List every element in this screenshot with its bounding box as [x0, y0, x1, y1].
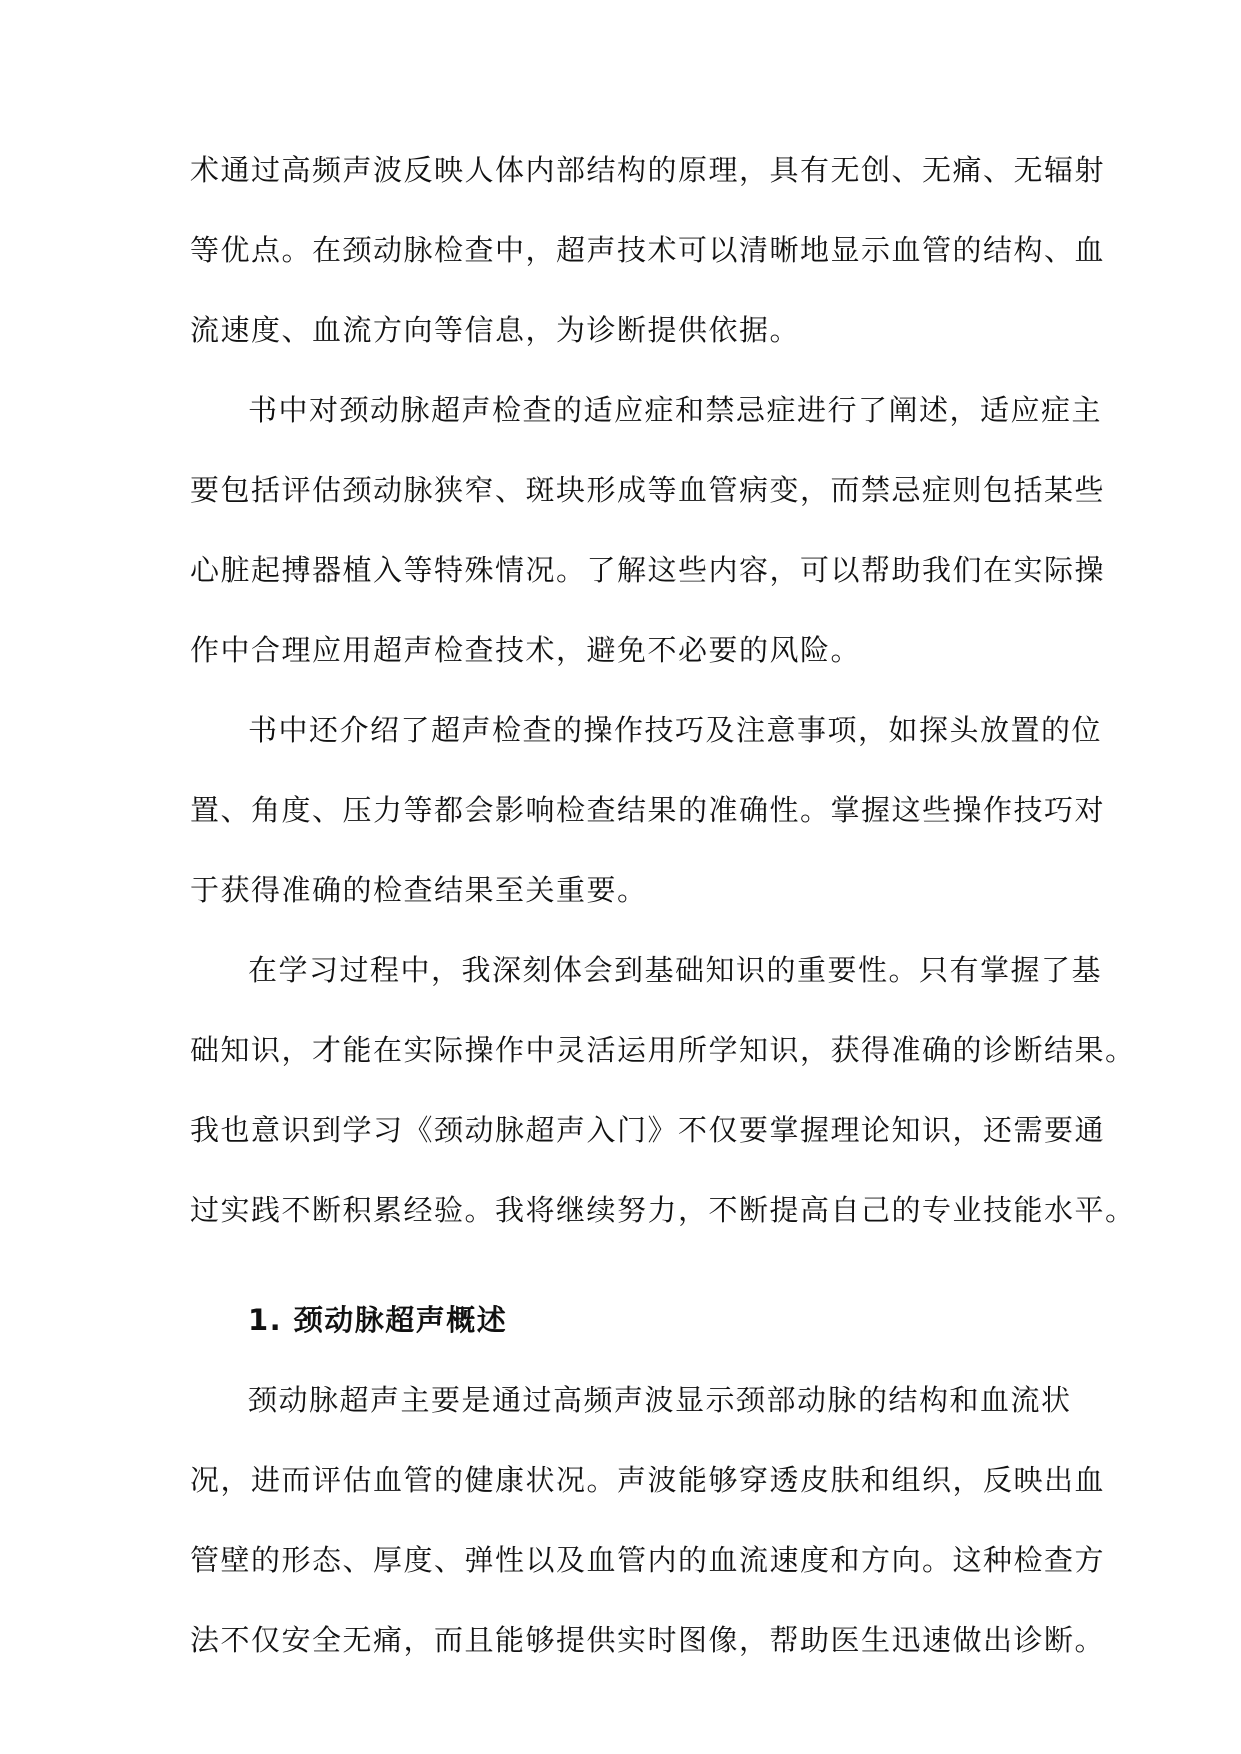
paragraph-line: 书中还介绍了超声检查的操作技巧及注意事项，如探头放置的位 [248, 713, 1103, 747]
paragraph-line: 作中合理应用超声检查技术，避免不必要的风险。 [190, 633, 862, 667]
paragraph-line: 置、角度、压力等都会影响检查结果的准确性。掌握这些操作技巧对 [190, 793, 1106, 827]
paragraph-line: 术通过高频声波反映人体内部结构的原理，具有无创、无痛、无辐射 [190, 153, 1106, 187]
paragraph-line: 况，进而评估血管的健康状况。声波能够穿透皮肤和组织，反映出血 [190, 1463, 1106, 1497]
section-heading: 1. 颈动脉超声概述 [248, 1303, 508, 1337]
paragraph-line: 要包括评估颈动脉狭窄、斑块形成等血管病变，而禁忌症则包括某些 [190, 473, 1106, 507]
paragraph-line: 书中对颈动脉超声检查的适应症和禁忌症进行了阐述，适应症主 [248, 393, 1103, 427]
paragraph-line: 法不仅安全无痛，而且能够提供实时图像，帮助医生迅速做出诊断。 [190, 1623, 1106, 1657]
paragraph-line: 心脏起搏器植入等特殊情况。了解这些内容，可以帮助我们在实际操 [190, 553, 1106, 587]
paragraph-line: 础知识，才能在实际操作中灵活运用所学知识，获得准确的诊断结果。 [190, 1033, 1136, 1067]
paragraph-line: 我也意识到学习《颈动脉超声入门》不仅要掌握理论知识，还需要通 [190, 1113, 1106, 1147]
paragraph-line: 过实践不断积累经验。我将继续努力，不断提高自己的专业技能水平。 [190, 1193, 1136, 1227]
paragraph-line: 在学习过程中，我深刻体会到基础知识的重要性。只有掌握了基 [248, 953, 1103, 987]
paragraph-line: 管壁的形态、厚度、弹性以及血管内的血流速度和方向。这种检查方 [190, 1543, 1106, 1577]
paragraph-line: 于获得准确的检查结果至关重要。 [190, 873, 648, 907]
paragraph-line: 流速度、血流方向等信息，为诊断提供依据。 [190, 313, 801, 347]
paragraph-line: 颈动脉超声主要是通过高频声波显示颈部动脉的结构和血流状 [248, 1383, 1072, 1417]
paragraph-line: 等优点。在颈动脉检查中，超声技术可以清晰地显示血管的结构、血 [190, 233, 1106, 267]
